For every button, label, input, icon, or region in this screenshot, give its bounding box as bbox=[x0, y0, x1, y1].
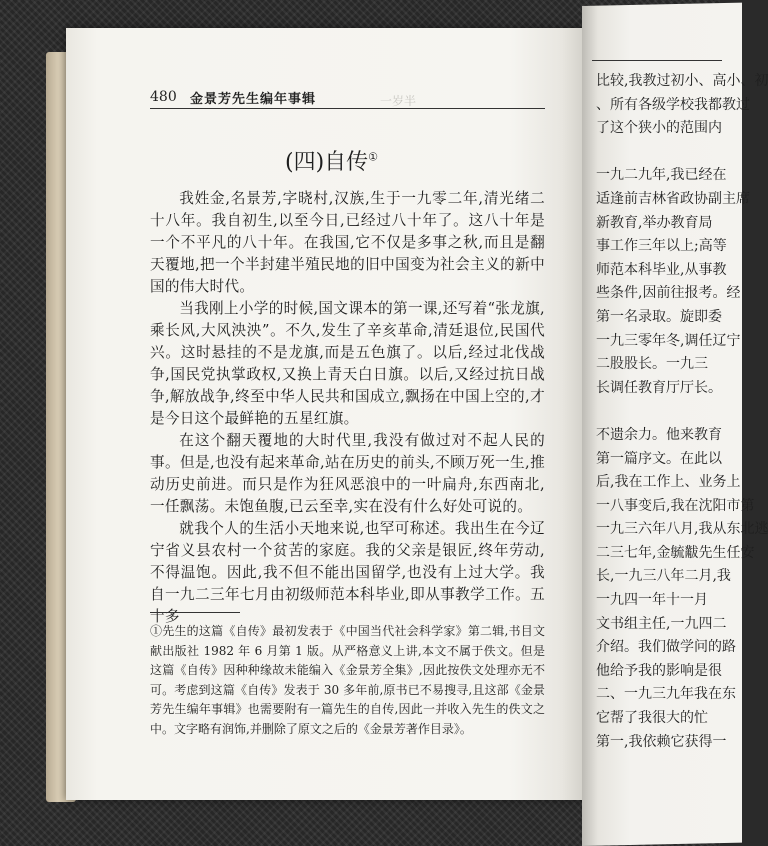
chapter-title-text: (四)自传 bbox=[285, 150, 369, 175]
footnote-rule bbox=[150, 612, 240, 613]
paragraph: 就我个人的生活小天地来说,也罕可称述。我出生在今辽宁省义县农村一个贫苦的家庭。我的父亲是银匠,终年劳动,不得温饱。因此,我不但不能出国留学,也没有上过大学。我自一九二三年七月由初级师范本科毕业,即从事教学工作。五十多 bbox=[150, 520, 545, 625]
right-page-line: 一九二九年,我已经在 bbox=[596, 167, 727, 184]
page-number: 480 bbox=[150, 89, 177, 105]
right-page-line: 二、一九三九年我在东 bbox=[596, 686, 736, 703]
right-page-line: 后,我在工作上、业务上 bbox=[596, 474, 741, 491]
right-page-line: 二股股长。一九三 bbox=[596, 356, 708, 373]
right-page-line: 新教育,举办教育局 bbox=[596, 214, 713, 231]
page-header bbox=[150, 86, 545, 109]
right-page-line bbox=[596, 141, 736, 165]
right-page-line: 、所有各级学校我都教过 bbox=[596, 96, 750, 113]
bleed-through-text: 一岁半 bbox=[380, 94, 417, 108]
right-page-line: 他给予我的影响是很 bbox=[596, 662, 722, 679]
right-page-line: 一八事变后,我在沈阳市第 bbox=[596, 497, 755, 514]
footnote-mark: ① bbox=[368, 150, 379, 164]
right-page-rule bbox=[592, 60, 722, 61]
footnote: ①先生的这篇《自传》最初发表于《中国当代社会科学家》第二辑,书目文献出版社 1982 年 6 月第 1 版。从严格意义上讲,本文不属于佚文。但是这篇《自传》因种种缘故未能编入《金景芳全集》,因此按佚文处理亦无不可。考虑到这篇《自传》发表于 30 多年前,原书已不易搜寻,且这部《金景芳先生编年事辑》也需要附有一篇先生的自传,因此一并收入先生的佚文之中。文字略有润饰,并删除了原文之后的《金景芳著作目录》。 bbox=[150, 624, 545, 736]
right-page-line: 文书组主任,一九四二 bbox=[596, 615, 727, 632]
right-page-line: 一九三零年冬,调任辽宁 bbox=[596, 332, 741, 349]
right-page-line: 长调任教育厅厅长。 bbox=[596, 379, 722, 396]
right-page-line: 二三七年,金毓黻先生任安 bbox=[596, 544, 755, 561]
right-page-line: 它帮了我很大的忙 bbox=[596, 710, 708, 727]
right-page-line: 师范本科毕业,从事教 bbox=[596, 261, 727, 278]
chapter-title bbox=[285, 145, 378, 176]
right-page-line: 适逢前吉林省政协副主席 bbox=[596, 190, 750, 207]
right-page-line: 事工作三年以上;高等 bbox=[596, 238, 727, 255]
right-page-line: 第一名录取。旋即委 bbox=[596, 308, 722, 325]
body-text bbox=[150, 188, 545, 628]
right-page-line: 第一,我依赖它获得一 bbox=[596, 733, 727, 750]
right-page-line: 些条件,因前往报考。经 bbox=[596, 285, 741, 302]
right-page-text bbox=[596, 70, 768, 754]
paragraph: 我姓金,名景芳,字晓村,汉族,生于一九零二年,清光绪二十八年。我自初生,以至今日,已经过八十年了。这八十年是一个不平凡的八十年。在我国,它不仅是多事之秋,而且是翻天覆地,把一个半封建半殖民地的旧中国变为社会主义的新中国的伟大时代。 bbox=[150, 190, 545, 295]
right-page-line: 一九三六年八月,我从东北逃 bbox=[596, 521, 768, 538]
paragraph: 当我刚上小学的时候,国文课本的第一课,还写着“张龙旗,乘长风,大风泱泱”。不久,发生了辛亥革命,清廷退位,民国代兴。这时悬挂的不是龙旗,而是五色旗了。以后,经过北伐战争,国民党执掌政权,又换上青天白日旗。以后,又经过抗日战争,解放战争,终至中华人民共和国成立,飘扬在中国上空的,才是今日这个最鲜艳的五星红旗。 bbox=[150, 300, 545, 427]
right-page-line: 比较,我教过初小、高小、初 bbox=[596, 73, 768, 89]
right-page-line: 第一篇序文。在此以 bbox=[596, 450, 722, 467]
right-page-line: 了这个狭小的范围内 bbox=[596, 120, 722, 137]
right-page-line: 介绍。我们做学问的路 bbox=[596, 639, 736, 656]
running-title: 金景芳先生编年事辑 bbox=[190, 92, 317, 107]
right-page-line: 长,一九三八年二月,我 bbox=[596, 568, 731, 585]
paragraph: 在这个翻天覆地的大时代里,我没有做过对不起人民的事。但是,也没有起来革命,站在历史的前头,不顾万死一生,推动历史前进。而只是作为狂风恶浪中的一叶扁舟,东西南北,一任飘荡。未饱鱼腹,已云至幸,实在没有什么好处可说的。 bbox=[150, 432, 545, 515]
right-page-line bbox=[596, 400, 736, 424]
right-page-line: 一九四一年十一月 bbox=[596, 592, 708, 609]
right-page-line: 不遗余力。他来教育 bbox=[596, 426, 722, 443]
